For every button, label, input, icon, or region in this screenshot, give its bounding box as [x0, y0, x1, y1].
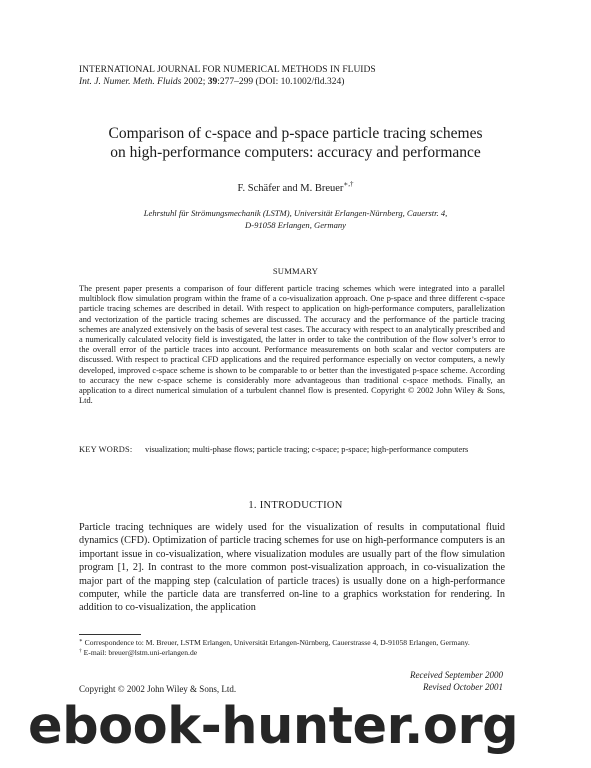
- revised-date: Revised October 2001: [423, 681, 503, 692]
- received-date: Received September 2000: [410, 670, 503, 680]
- footnote-email: † E-mail: breuer@lstm.uni-erlangen.de: [79, 648, 198, 657]
- summary-text: The present paper presents a comparison of four different particle tracing schemes which were integrated into a parallel multiblock flow simulation program within the frame of a co-visualization approach. One p-space and three different c-space particle tracing schemes are described in detail. With respect to application on high-performance computers, parallelization and vectorization of the particle tracing schemes are discussed. The accuracy and the performance of the particle tracing schemes are analyzed extensively on the basis of several test cases. The accuracy with respect to an analytically prescribed and a numerically calculated velocity field is investigated, the latter in order to take the contribution of the flow solver’s error to the overall error of the particle traces into account. Performance measurements on both scalar and vector computers are discussed. With respect to practical CFD applications and the required performance especially on vector computers, a newly developed, improved c-space scheme is shown to be comparable to or better than the investigated p-space scheme. According to accuracy the new c-space scheme is considerably more advantageous than traditional c-space methods. Finally, an application to a direct numerical simulation of a turbulent channel flow is presented. Copyright © 2002 John Wiley & Sons, Ltd.: [79, 284, 505, 406]
- copyright-notice: Copyright © 2002 John Wiley & Sons, Ltd.: [79, 684, 237, 694]
- affiliation-line-2: D-91058 Erlangen, Germany: [245, 220, 346, 230]
- affiliation-line-1: Lehrstuhl für Strömungsmechanik (LSTM), Universität Erlangen-Nürnberg, Cauerstr. 4,: [143, 208, 448, 218]
- paper-title-line-2: on high-performance computers: accuracy and performance: [110, 144, 481, 161]
- keywords-label: KEY WORDS:: [79, 445, 133, 454]
- footnote-rule: [79, 634, 141, 635]
- keywords-text: visualization; multi-phase flows; particle tracing; c-space; p-space; high-performance computers: [145, 445, 469, 454]
- journal-header: [79, 64, 376, 88]
- author-footnote-marks: ∗,†: [343, 180, 354, 188]
- journal-citation: Int. J. Numer. Meth. Fluids 2002; 39:277–299 (DOI: 10.1002/fld.324): [79, 77, 345, 87]
- received-dates: [410, 670, 503, 693]
- affiliation: [80, 207, 511, 231]
- footnote-correspondence: ∗ Correspondence to: M. Breuer, LSTM Erlangen, Universität Erlangen-Nürnberg, Cauerstrasse 4, D-91058 Erlangen, Germany.: [79, 638, 470, 647]
- keywords: [79, 445, 505, 455]
- paper-title-line-1: Comparison of c-space and p-space particle tracing schemes: [108, 125, 483, 142]
- introduction-text: Particle tracing techniques are widely used for the visualization of results in computational fluid dynamics (CFD). Optimization of particle tracing schemes for use on high-performance computers is an important issue in co-visualization, where visualization modules are usually part of the flow simulation program [1, 2]. In contrast to the more common post-visualization approach, in co-visualization the major part of the mapping step (calculation of particle traces) is usually done on a high-performance computer, while the particle data are transferred on-line to a graphics workstation for rendering. In addition to co-visualization, the application: [79, 522, 505, 614]
- footnotes: [79, 638, 505, 658]
- summary-heading: SUMMARY: [272, 266, 319, 276]
- author-names: F. Schäfer and M. Breuer: [237, 183, 344, 194]
- paper-title: [40, 124, 551, 162]
- watermark-text: ebook-hunter.org: [28, 697, 519, 756]
- journal-name: INTERNATIONAL JOURNAL FOR NUMERICAL METHODS IN FLUIDS: [79, 65, 376, 75]
- section-heading-introduction: 1. INTRODUCTION: [248, 500, 343, 511]
- authors: [40, 182, 551, 195]
